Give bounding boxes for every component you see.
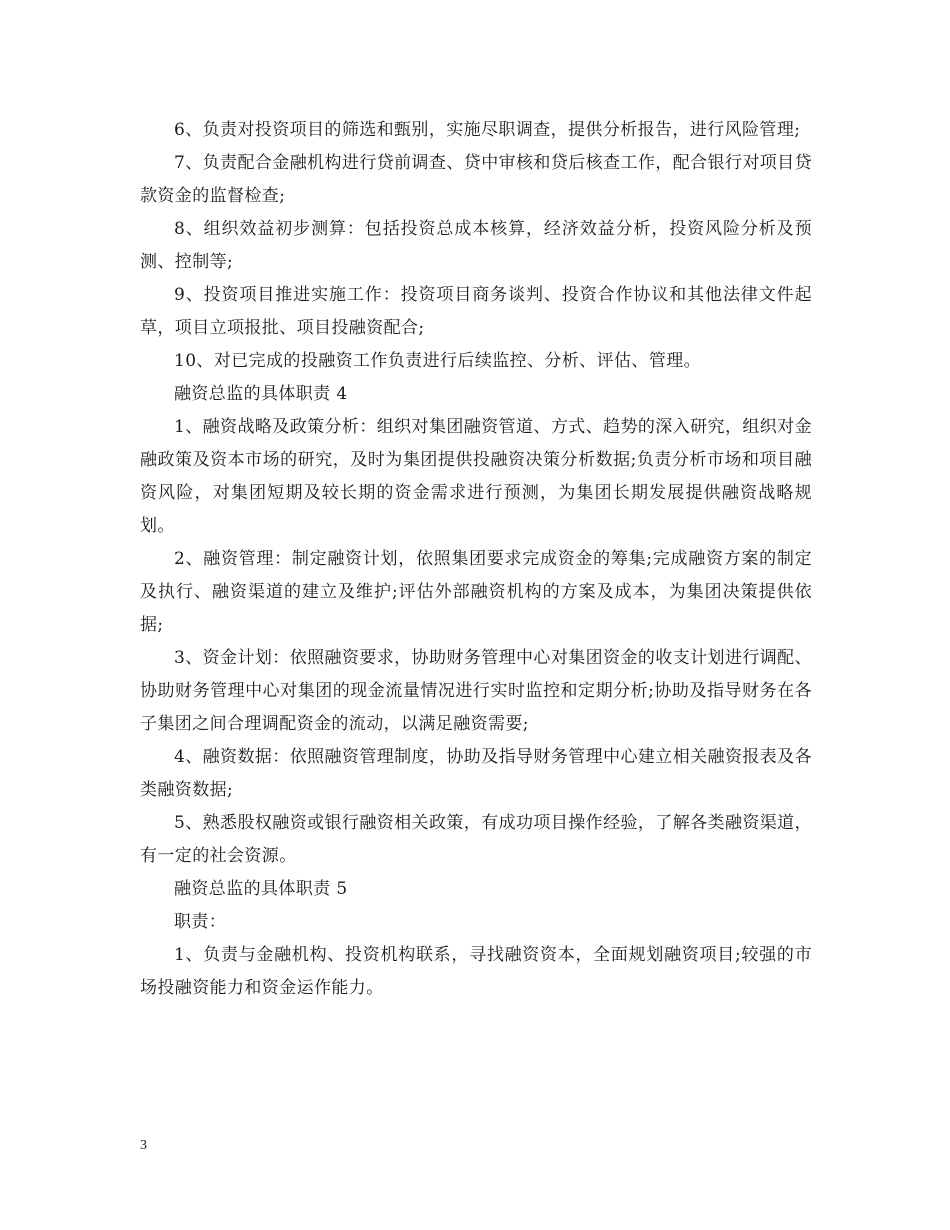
paragraph-item-4: 4、融资数据：依照融资管理制度，协助及指导财务管理中心建立相关融资报表及各类融资数据; bbox=[140, 747, 812, 800]
section-heading-5: 融资总监的具体职责 5 bbox=[174, 879, 348, 899]
paragraph-item-5: 5、熟悉股权融资或银行融资相关政策，有成功项目操作经验，了解各类融资渠道，有一定的社会资源。 bbox=[140, 813, 812, 866]
document-body bbox=[140, 114, 812, 1005]
paragraph-item-6: 6、负责对投资项目的筛选和甄别，实施尽职调查，提供分析报告，进行风险管理; bbox=[174, 120, 801, 140]
paragraph-item-1: 1、融资战略及政策分析：组织对集团融资管道、方式、趋势的深入研究，组织对金融政策及资本市场的研究，及时为集团提供投融资决策分析数据;负责分析市场和项目融资风险，对集团短期及较长期的资金需求进行预测，为集团长期发展提供融资战略规划。 bbox=[140, 417, 812, 536]
paragraph-item-7: 7、负责配合金融机构进行贷前调查、贷中审核和贷后核查工作，配合银行对项目贷款资金的监督检查; bbox=[140, 153, 812, 206]
paragraph-duty-1: 1、负责与金融机构、投资机构联系，寻找融资资本，全面规划融资项目;较强的市场投融资能力和资金运作能力。 bbox=[140, 945, 812, 998]
section-heading-4: 融资总监的具体职责 4 bbox=[174, 384, 348, 404]
duties-label: 职责： bbox=[174, 912, 227, 932]
paragraph-item-8: 8、组织效益初步测算：包括投资总成本核算，经济效益分析，投资风险分析及预测、控制等; bbox=[140, 219, 812, 272]
paragraph-item-3: 3、资金计划：依照融资要求，协助财务管理中心对集团资金的收支计划进行调配、协助财务管理中心对集团的现金流量情况进行实时监控和定期分析;协助及指导财务在各子集团之间合理调配资金的流动，以满足融资需要; bbox=[140, 648, 812, 734]
paragraph-item-10: 10、对已完成的投融资工作负责进行后续监控、分析、评估、管理。 bbox=[174, 351, 702, 371]
paragraph-item-2: 2、融资管理：制定融资计划，依照集团要求完成资金的筹集;完成融资方案的制定及执行、融资渠道的建立及维护;评估外部融资机构的方案及成本，为集团决策提供依据; bbox=[140, 549, 812, 635]
page-number: 3 bbox=[140, 1138, 147, 1153]
paragraph-item-9: 9、投资项目推进实施工作：投资项目商务谈判、投资合作协议和其他法律文件起草，项目立项报批、项目投融资配合; bbox=[140, 285, 812, 338]
